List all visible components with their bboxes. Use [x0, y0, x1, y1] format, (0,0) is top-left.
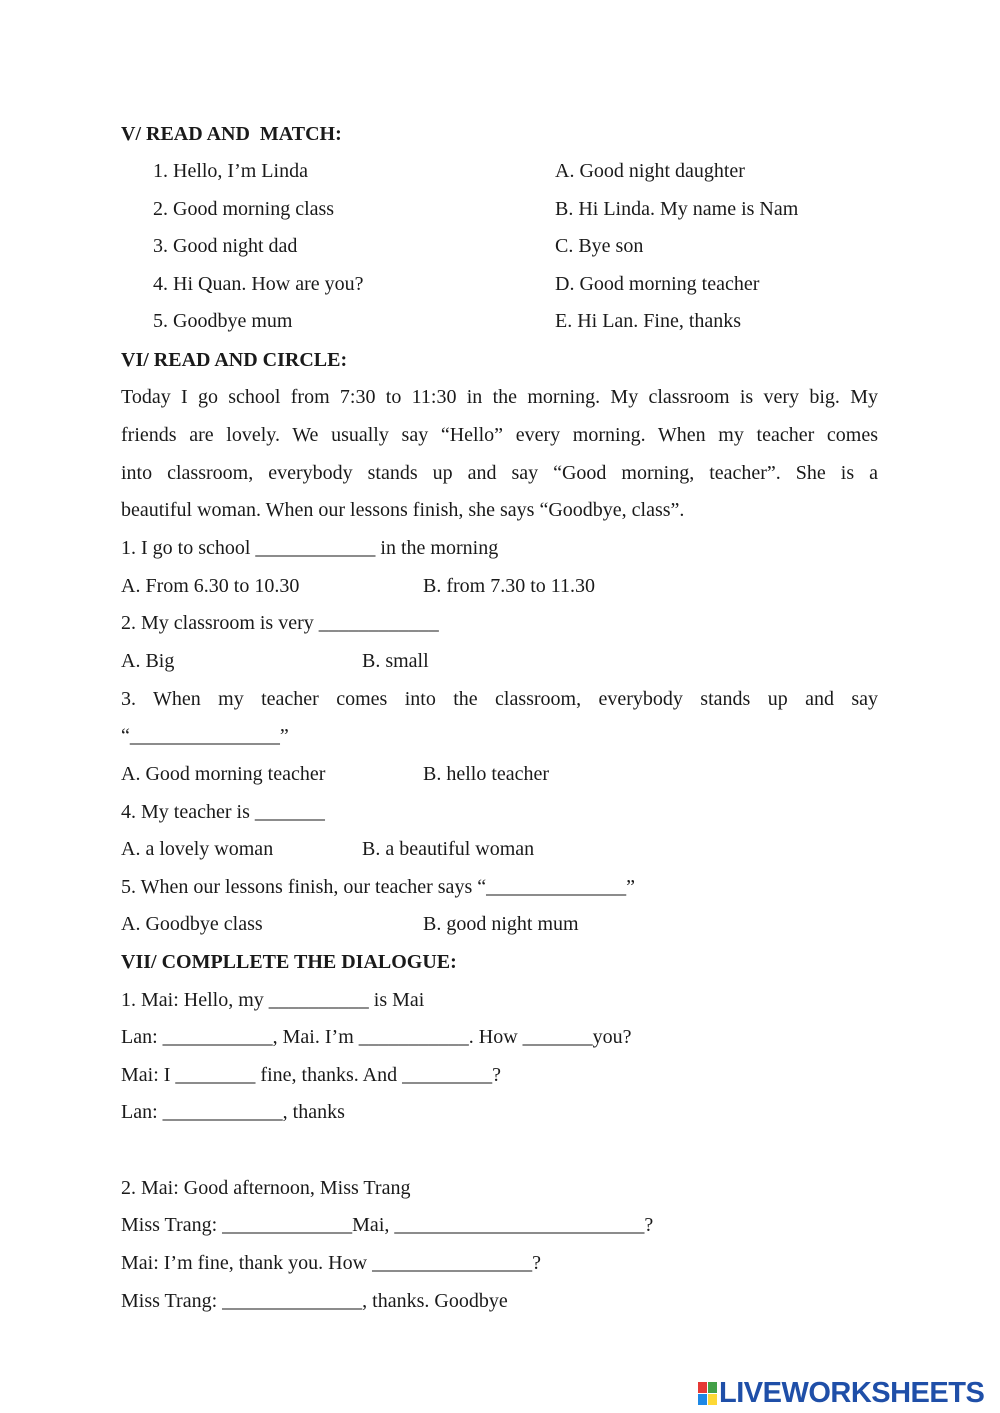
question-1: 1. I go to school ____________ in the morning [121, 537, 499, 559]
option-a[interactable]: A. Good morning teacher [121, 763, 326, 785]
option-a[interactable]: A. From 6.30 to 10.30 [121, 575, 300, 597]
dialogue-line: 1. Mai: Hello, my __________ is Mai [121, 989, 425, 1011]
option-b[interactable]: B. good night mum [423, 913, 579, 935]
match-left-item: 5. Goodbye mum [153, 310, 293, 332]
section-vi-title: VI/ READ AND CIRCLE: [121, 349, 348, 371]
question-3-blank: “_______________” [121, 725, 289, 747]
dialogue-line: Lan: ____________, thanks [121, 1101, 345, 1123]
option-b[interactable]: B. hello teacher [423, 763, 550, 785]
match-right-item: C. Bye son [555, 235, 644, 257]
dialogue-line: Miss Trang: ______________, thanks. Goodbye [121, 1290, 508, 1312]
match-right-item: E. Hi Lan. Fine, thanks [555, 310, 742, 332]
dialogue-line: Mai: I’m fine, thank you. How ________________? [121, 1252, 541, 1274]
option-a[interactable]: A. Big [121, 650, 175, 672]
dialogue-line: 2. Mai: Good afternoon, Miss Trang [121, 1177, 411, 1199]
dialogue-line: Mai: I ________ fine, thanks. And _________? [121, 1064, 501, 1086]
match-left-item: 1. Hello, I’m Linda [153, 160, 308, 182]
option-b[interactable]: B. small [362, 650, 429, 672]
passage-line: beautiful woman. When our lessons finish, she says “Goodbye, class”. [121, 499, 685, 521]
passage-line: Today I go school from 7:30 to 11:30 in the morning. My classroom is very big. My [121, 386, 878, 408]
option-b[interactable]: B. from 7.30 to 11.30 [423, 575, 596, 597]
passage-line: into classroom, everybody stands up and say “Good morning, teacher”. She is a [121, 462, 878, 484]
logo-mark-icon [698, 1382, 717, 1405]
question-2: 2. My classroom is very ____________ [121, 612, 439, 634]
match-right-item: A. Good night daughter [555, 160, 745, 182]
match-right-item: B. Hi Linda. My name is Nam [555, 198, 799, 220]
option-a[interactable]: A. a lovely woman [121, 838, 274, 860]
passage-line: friends are lovely. We usually say “Hello” every morning. When my teacher comes [121, 424, 878, 446]
match-left-item: 3. Good night dad [153, 235, 298, 257]
section-v-title: V/ READ AND MATCH: [121, 123, 342, 145]
question-5: 5. When our lessons finish, our teacher says “______________” [121, 876, 635, 898]
question-3: 3. When my teacher comes into the classroom, everybody stands up and say [121, 688, 878, 710]
match-right-item: D. Good morning teacher [555, 273, 760, 295]
match-left-item: 4. Hi Quan. How are you? [153, 273, 364, 295]
option-a[interactable]: A. Goodbye class [121, 913, 263, 935]
option-b[interactable]: B. a beautiful woman [362, 838, 535, 860]
question-4: 4. My teacher is _______ [121, 801, 325, 823]
match-left-item: 2. Good morning class [153, 198, 335, 220]
logo-text: LIVEWORKSHEETS [719, 1376, 985, 1409]
liveworksheets-logo[interactable] [698, 1378, 984, 1408]
dialogue-line: Miss Trang: _____________Mai, _________________________? [121, 1214, 654, 1236]
dialogue-line: Lan: ___________, Mai. I’m ___________. How _______you? [121, 1026, 632, 1048]
section-vii-title: VII/ COMPLLETE THE DIALOGUE: [121, 951, 457, 973]
